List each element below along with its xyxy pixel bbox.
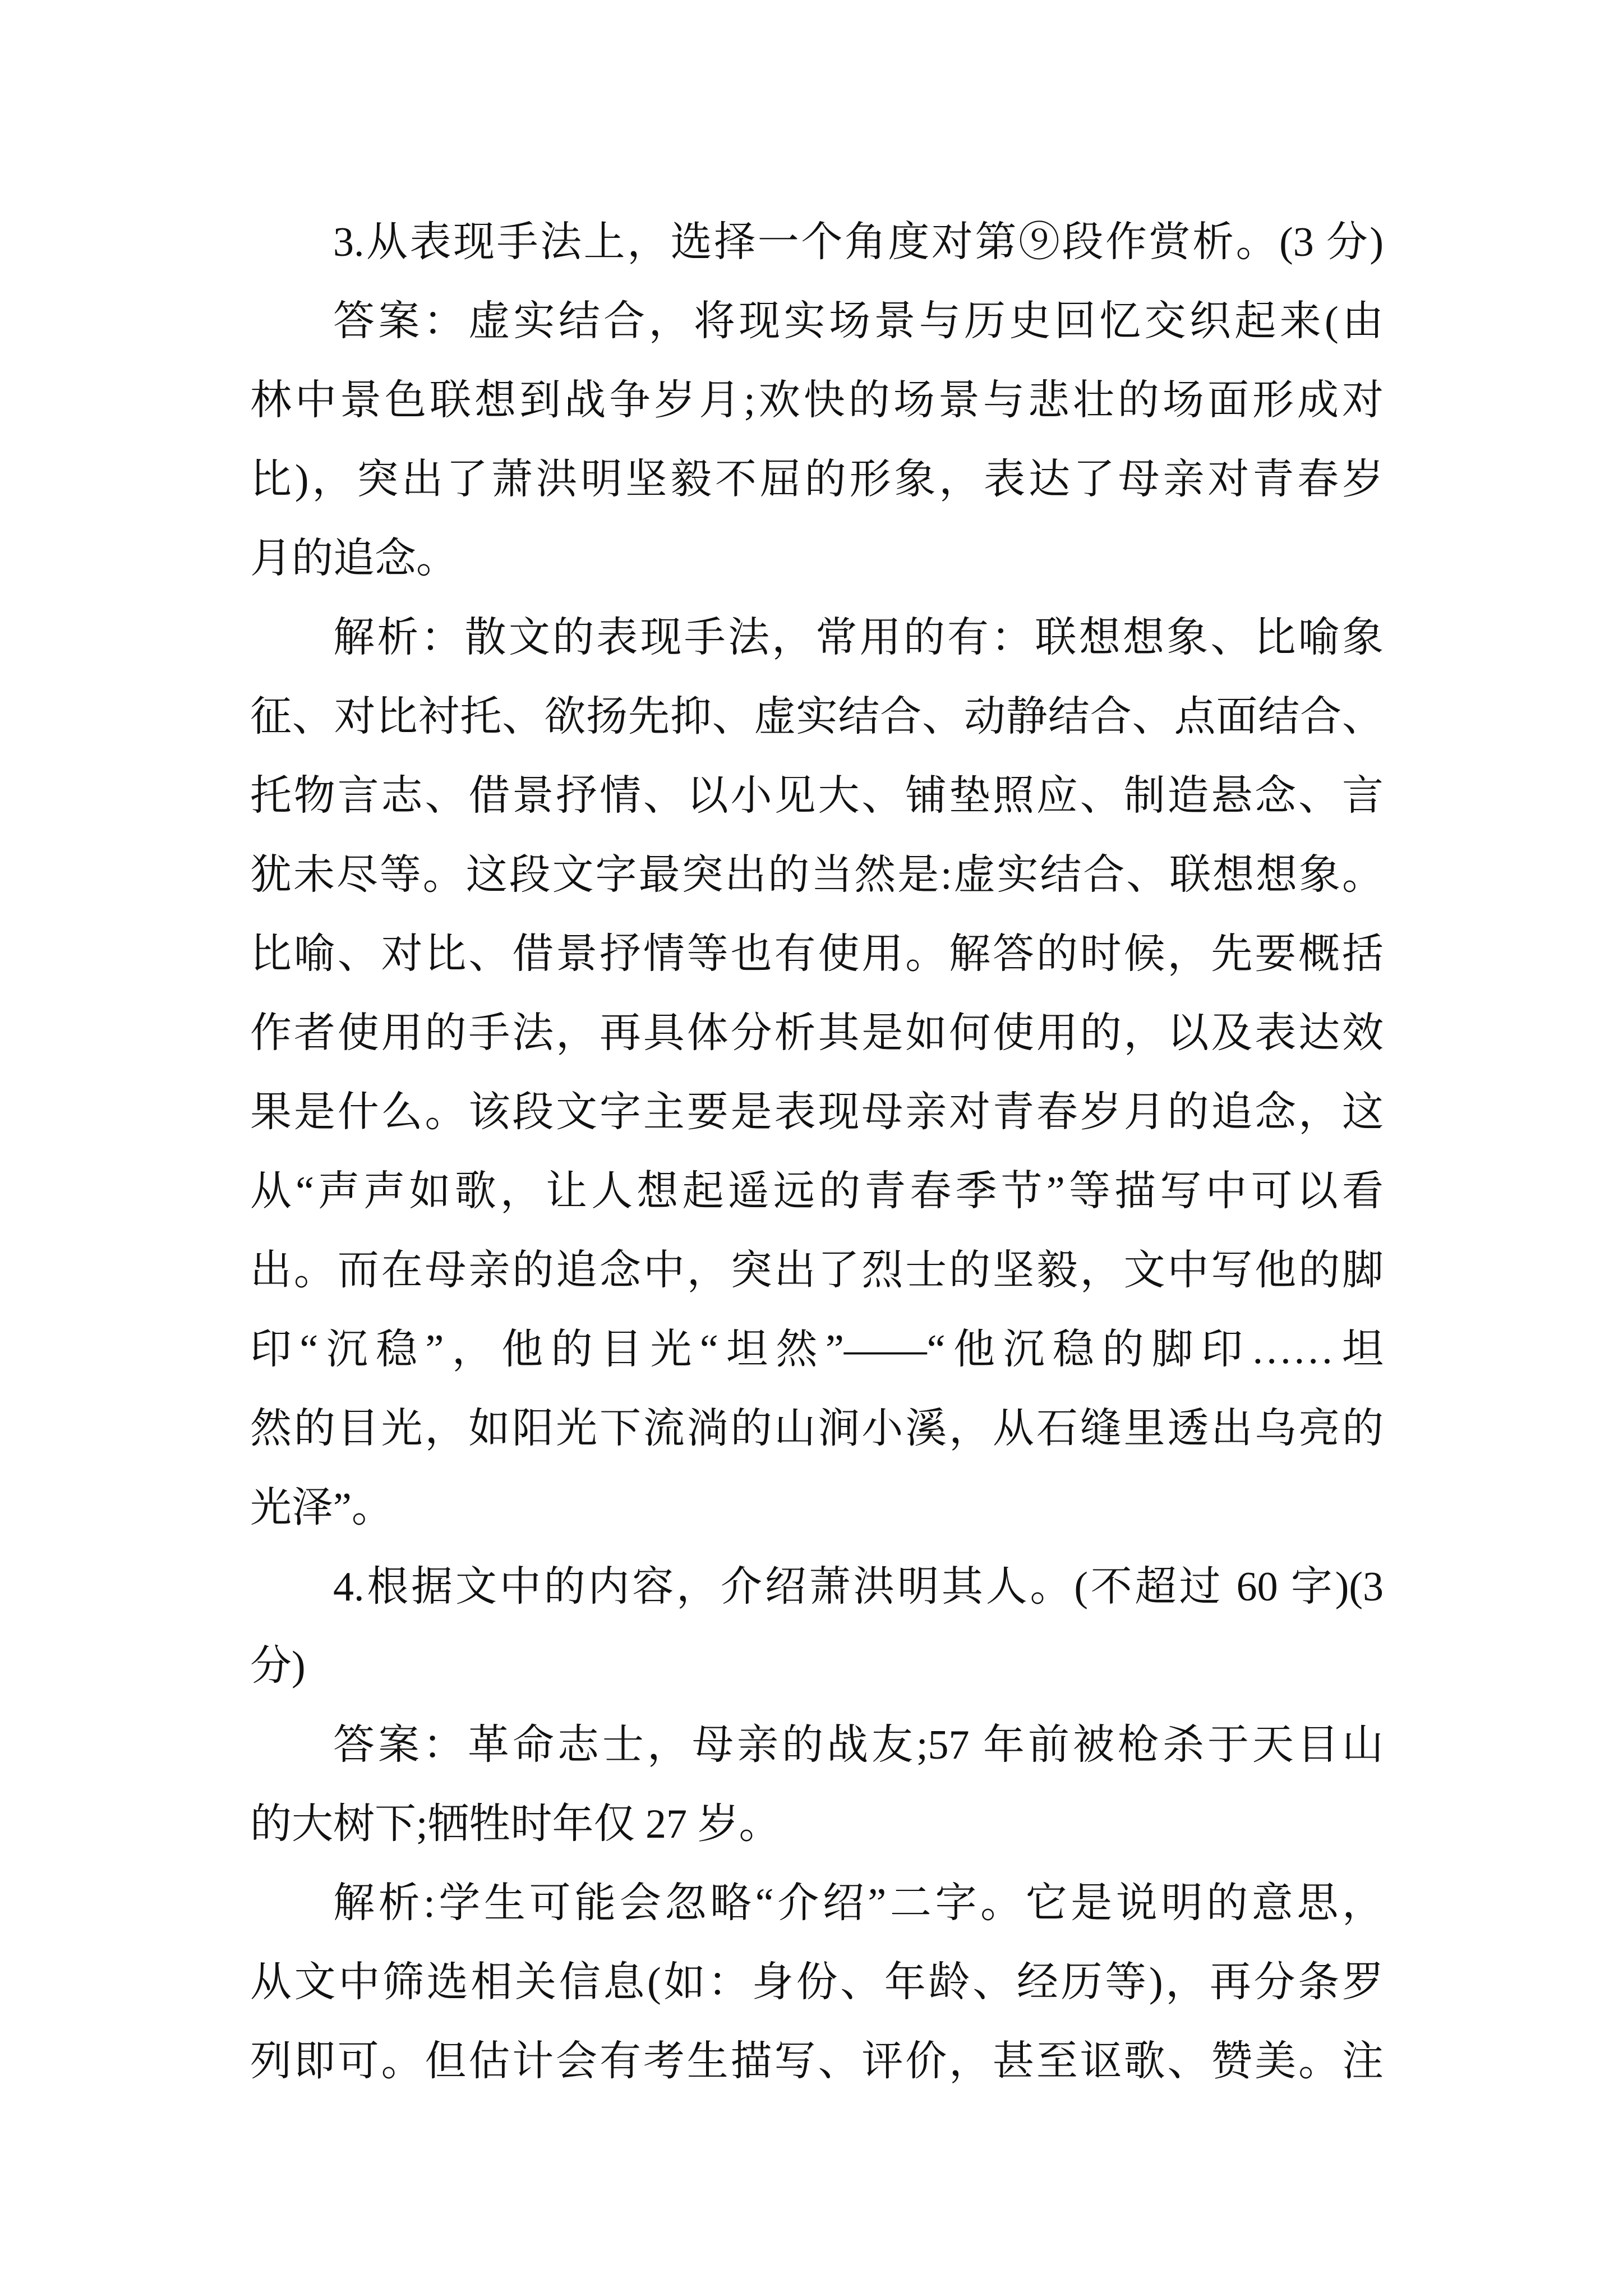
text-line: 征、对比衬托、欲扬先抑、虚实结合、动静结合、点面结合、 [250,694,1384,740]
text-line: 解析：散文的表现手法，常用的有：联想想象、比喻象 [333,615,1384,661]
text-line: 3.从表现手法上，选择一个角度对第⑨段作赏析。(3 分) [333,219,1384,265]
text-line: 比)，突出了萧洪明坚毅不屈的形象，表达了母亲对青春岁 [250,457,1384,503]
text-line: 答案：虚实结合，将现实场景与历史回忆交织起来(由 [333,298,1384,344]
answer-4 [250,1706,1384,1864]
question-3 [250,203,1384,282]
answer-3 [250,282,1384,599]
text-line: 比喻、对比、借景抒情等也有使用。解答的时候，先要概括 [250,931,1384,977]
text-line: 解析:学生可能会忽略“介绍”二字。它是说明的意思， [333,1880,1384,1926]
text-line: 出。而在母亲的追念中，突出了烈士的坚毅，文中写他的脚 [250,1248,1384,1294]
text-line: 果是什么。该段文字主要是表现母亲对青春岁月的追念，这 [250,1089,1384,1135]
text-line: 列即可。但估计会有考生描写、评价，甚至讴歌、赞美。注 [250,2039,1384,2085]
text-line: 答案：革命志士，母亲的战友;57 年前被枪杀于天目山 [333,1722,1384,1768]
text-line: 从“声声如歌，让人想起遥远的青春季节”等描写中可以看 [250,1168,1384,1214]
analysis-3 [250,599,1384,1548]
text-line: 光泽”。 [250,1485,393,1531]
text-line: 分) [250,1643,306,1689]
analysis-4 [250,1864,1384,2101]
text-line: 林中景色联想到战争岁月;欢快的场景与悲壮的场面形成对 [250,378,1384,424]
text-line: 犹未尽等。这段文字最突出的当然是:虚实结合、联想想象。 [250,852,1384,898]
text-line: 月的追念。 [250,536,458,582]
question-4 [250,1548,1384,1706]
text-line: 然的目光，如阳光下流淌的山涧小溪，从石缝里透出乌亮的 [250,1406,1384,1452]
text-line: 印“沉稳”，他的目光“坦然”——“他沉稳的脚印……坦 [250,1327,1384,1373]
document-page [250,203,1384,2101]
text-line: 4.根据文中的内容，介绍萧洪明其人。(不超过 60 字)(3 [333,1564,1384,1610]
text-line: 托物言志、借景抒情、以小见大、铺垫照应、制造悬念、言 [250,773,1384,819]
text-line: 从文中筛选相关信息(如：身份、年龄、经历等)，再分条罗 [250,1959,1384,2005]
text-line: 作者使用的手法，再具体分析其是如何使用的，以及表达效 [250,1010,1384,1056]
text-line: 的大树下;牺牲时年仅 27 岁。 [250,1801,781,1847]
